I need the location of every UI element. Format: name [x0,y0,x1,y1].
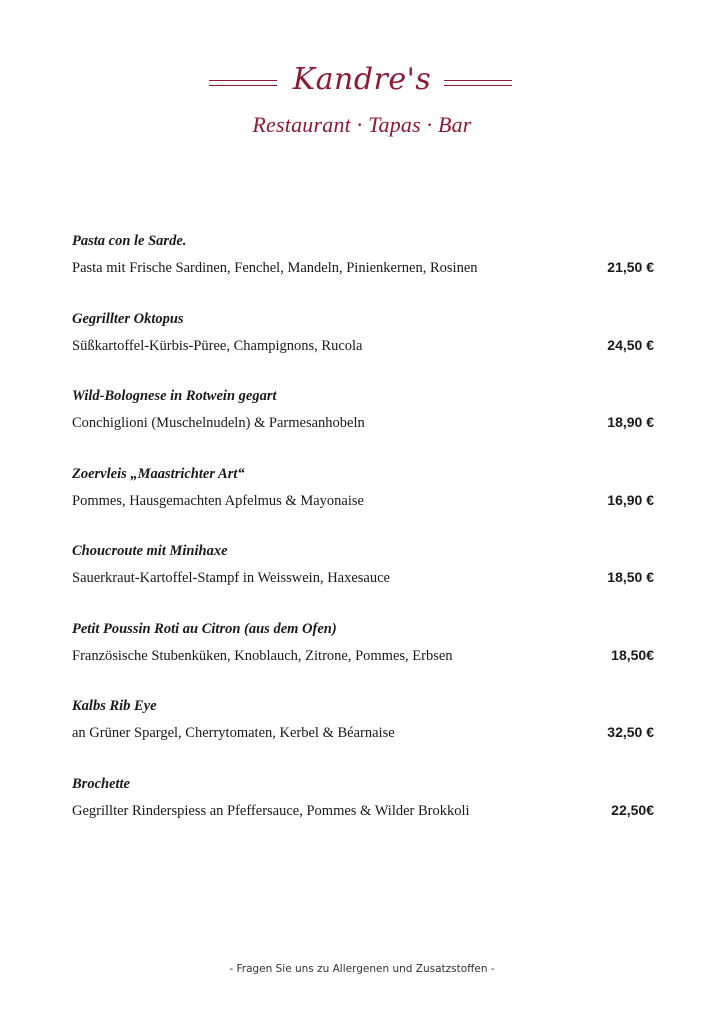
dish-description: Französische Stubenküken, Knoblauch, Zitrone, Pommes, Erbsen [72,647,453,664]
dish-description: Gegrillter Rinderspiess an Pfeffersauce, Pommes & Wilder Brokkoli [72,802,470,819]
dish-name: Choucroute mit Minihaxe [72,543,228,559]
dish-name: Pasta con le Sarde. [72,233,187,249]
dish-price: 32,50 € [607,724,654,740]
menu-item [72,466,656,544]
dish-name: Wild-Bolognese in Rotwein gegart [72,388,277,404]
dish-description: Pasta mit Frische Sardinen, Fenchel, Mandeln, Pinienkernen, Rosinen [72,260,478,276]
dish-description: Sauerkraut-Kartoffel-Stampf in Weisswein, Haxesauce [72,570,390,586]
dish-price: 21,50 € [607,259,654,275]
logo [0,60,724,112]
dish-name: Brochette [72,775,130,792]
allergen-note: - Fragen Sie uns zu Allergenen und Zusatzstoffen - [229,963,495,975]
menu-list [72,233,656,853]
menu-item [72,776,656,854]
dish-price: 18,50€ [611,646,654,663]
restaurant-tagline: Restaurant · Tapas · Bar [252,112,472,137]
dish-name: Kalbs Rib Eye [72,698,157,714]
menu-item [72,388,656,466]
dish-price: 18,90 € [607,414,654,430]
dish-price: 22,50€ [611,801,654,818]
dish-name: Zoervleis „Maastrichter Art“ [72,465,245,482]
menu-item [72,698,656,776]
logo-script-text: Kandre's [292,62,432,97]
dish-price: 18,50 € [607,569,654,585]
dish-price: 16,90 € [607,491,654,508]
logo-divider-right [444,80,512,86]
menu-item [72,621,656,699]
dish-description: Süßkartoffel-Kürbis-Püree, Champignons, Rucola [72,337,363,354]
dish-name: Gegrillter Oktopus [72,310,184,327]
menu-item [72,311,656,389]
dish-price: 24,50 € [607,336,654,353]
dish-description: an Grüner Spargel, Cherrytomaten, Kerbel & Béarnaise [72,725,395,741]
dish-description: Pommes, Hausgemachten Apfelmus & Mayonaise [72,492,364,509]
dish-description: Conchiglioni (Muschelnudeln) & Parmesanhobeln [72,415,365,431]
menu-item [72,543,656,621]
restaurant-header [0,60,724,138]
menu-item [72,233,656,311]
dish-name: Petit Poussin Roti au Citron (aus dem Ofen) [72,620,337,637]
logo-divider-left [209,80,277,86]
